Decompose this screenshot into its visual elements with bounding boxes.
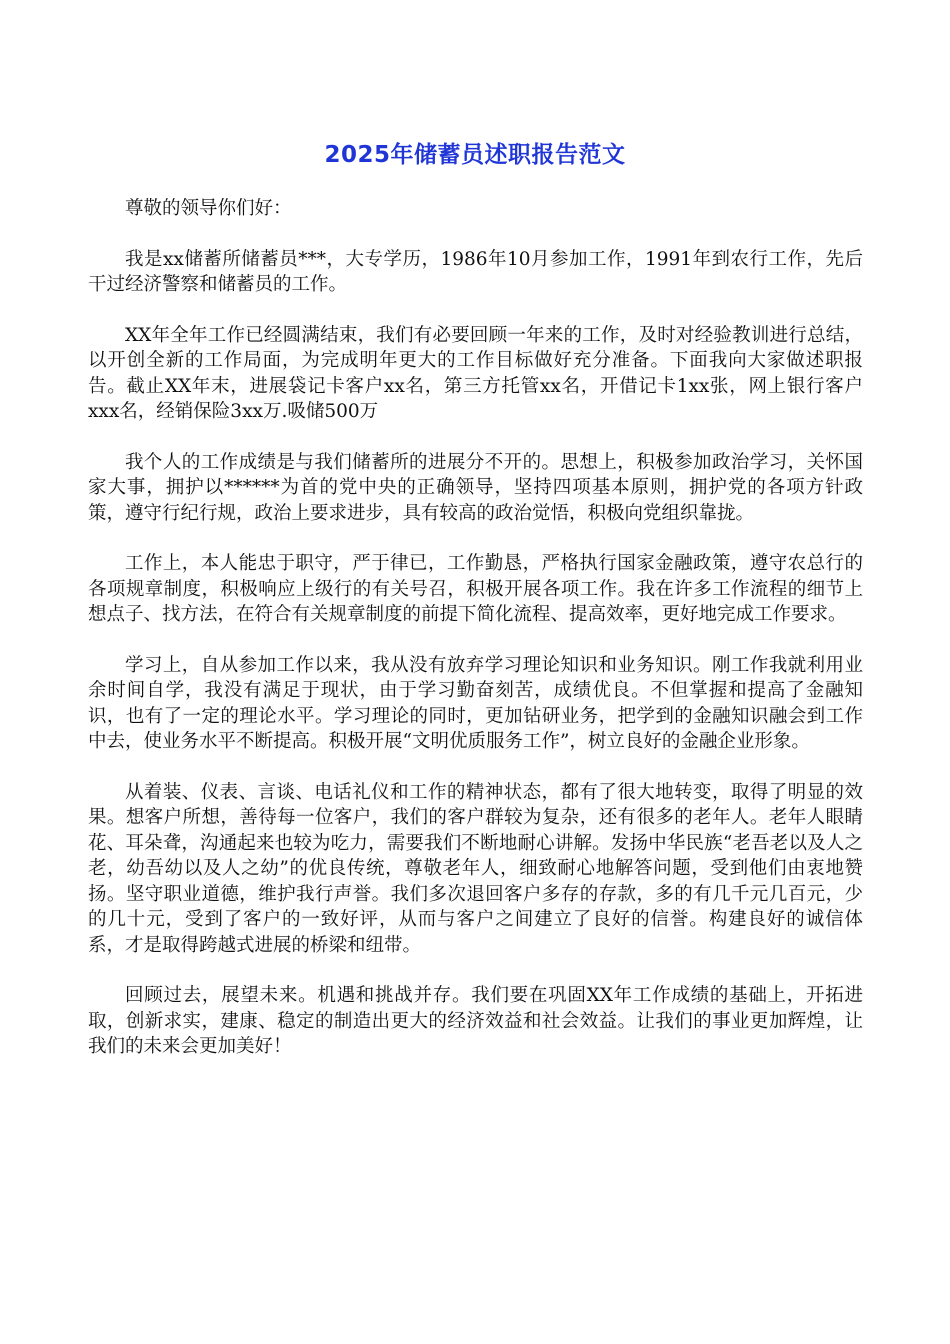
work-paragraph: 工作上，本人能忠于职守，严于律已，工作勤恳，严格执行国家金融政策，遵守农总行的各项规章制度，积极响应上级行的有关号召，积极开展各项工作。我在许多工作流程的细节上想点子、找方法，在符合有关规章制度的前提下简化流程、提高效率，更好地完成工作要求。 bbox=[88, 553, 863, 625]
service-paragraph: 从着装、仪表、言谈、电话礼仪和工作的精神状态，都有了很大地转变，取得了明显的效果。想客户所想，善待每一位客户，我们的客户群较为复杂，还有很多的老年人。老年人眼睛花、耳朵聋，沟通起来也较为吃力，需要我们不断地耐心讲解。发扬中华民族“老吾老以及人之老，幼吾幼以及人之幼”的优良传统，尊敬老年人，细致耐心地解答问题，受到他们由衷地赞扬。坚守职业道德，维护我行声誉。我们多次退回客户多存的存款，多的有几千元几百元，少的几十元，受到了客户的一致好评，从而与客户之间建立了良好的信誉。构建良好的诚信体系，才是取得跨越式进展的桥梁和纽带。 bbox=[88, 781, 863, 956]
study-paragraph: 学习上，自从参加工作以来，我从没有放弃学习理论知识和业务知识。刚工作我就利用业余时间自学，我没有满足于现状，由于学习勤奋刻苦，成绩优良。不但掌握和提高了金融知识，也有了一定的理论水平。学习理论的同时，更加钻研业务，把学到的金融知识融会到工作中去，使业务水平不断提高。积极开展“文明优质服务工作”，树立良好的金融企业形象。 bbox=[88, 654, 863, 752]
document-body bbox=[88, 196, 863, 1085]
document-title: 2025年储蓄员述职报告范文 bbox=[324, 142, 626, 168]
annual-summary-paragraph: XX年全年工作已经圆满结束，我们有必要回顾一年来的工作，及时对经验教训进行总结，以开创全新的工作局面，为完成明年更大的工作目标做好充分准备。下面我向大家做述职报告。截止XX年末，进展袋记卡客户xx名，第三方托管xx名，开借记卡1xx张，网上银行客户xxx名，经销保险3xx万.吸储500万 bbox=[88, 324, 863, 422]
introduction-paragraph: 我是xx储蓄所储蓄员***，大专学历，1986年10月参加工作，1991年到农行工作，先后干过经济警察和储蓄员的工作。 bbox=[88, 248, 863, 295]
ideology-paragraph: 我个人的工作成绩是与我们储蓄所的进展分不开的。思想上，积极参加政治学习，关怀国家大事，拥护以******为首的党中央的正确领导，坚持四项基本原则，拥护党的各项方针政策，遵守行纪行规，政治上要求进步，具有较高的政治觉悟，积极向党组织靠拢。 bbox=[88, 451, 863, 524]
closing-paragraph: 回顾过去，展望未来。机遇和挑战并存。我们要在巩固XX年工作成绩的基础上，开拓进取，创新求实，建康、稳定的制造出更大的经济效益和社会效益。让我们的事业更加辉煌，让我们的未来会更加美好！ bbox=[88, 985, 863, 1057]
salutation-paragraph: 尊敬的领导你们好： bbox=[125, 198, 292, 219]
